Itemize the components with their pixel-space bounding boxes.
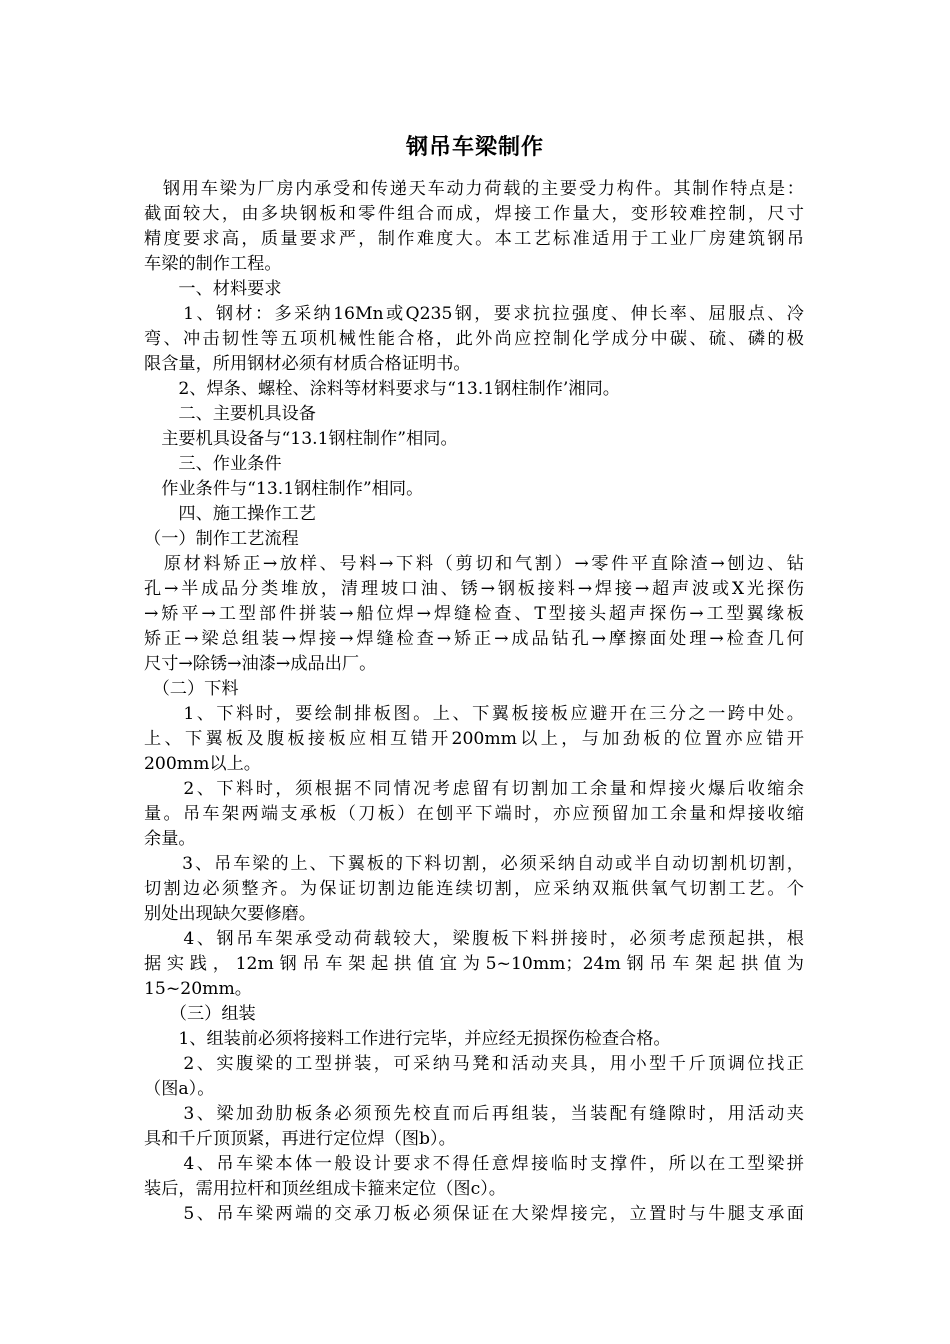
paragraph-line: 别处出现缺欠要修磨。 bbox=[144, 904, 316, 924]
paragraph-line: 弯、冲击韧性等五项机械性能合格，此外尚应控制化学成分中碳、硫、磷的极 bbox=[144, 329, 804, 349]
paragraph-line: 4、吊车梁本体一般设计要求不得任意焊接临时支撑件，所以在工型梁拼 bbox=[144, 1154, 804, 1174]
paragraph-line: 量。吊车架两端支承板（刀板）在刨平下端时，亦应预留加工余量和焊接收缩 bbox=[144, 804, 804, 824]
paragraph-line: 精度要求高，质量要求严，制作难度大。本工艺标准适用于工业厂房建筑钢吊 bbox=[144, 229, 804, 249]
paragraph-line: 主要机具设备与“13.1钢柱制作”相同。 bbox=[144, 429, 458, 449]
paragraph-line: 钢用车梁为厂房内承受和传递天车动力荷载的主要受力构件。其制作特点是： bbox=[144, 179, 804, 199]
paragraph-line: 上、下翼板及腹板接板应相互错开200mm以上，与加劲板的位置亦应错开 bbox=[144, 729, 804, 749]
section-heading: 四、施工操作工艺 bbox=[144, 504, 316, 524]
paragraph-line: （图a）。 bbox=[144, 1079, 215, 1099]
paragraph-line: 车梁的制作工程。 bbox=[144, 254, 282, 274]
paragraph-line: →矫平→工型部件拼装→船位焊→焊缝检查、T型接头超声探伤→工型翼缘板 bbox=[144, 604, 804, 624]
paragraph-line: 4、钢吊车架承受动荷载较大，梁腹板下料拼接时，必须考虑预起拱，根 bbox=[144, 929, 804, 949]
paragraph-line: 3、吊车梁的上、下翼板的下料切割，必须采纳自动或半自动切割机切割， bbox=[144, 854, 804, 874]
paragraph-line: 15~20mm。 bbox=[144, 979, 252, 999]
paragraph-line: 5、吊车梁两端的交承刀板必须保证在大梁焊接完，立置时与牛腿支承面 bbox=[144, 1204, 804, 1224]
paragraph-line: 1、下料时，要绘制排板图。上、下翼板接板应避开在三分之一跨中处。 bbox=[144, 704, 804, 724]
paragraph-line: 限含量，所用钢材必须有材质合格证明书。 bbox=[144, 354, 471, 374]
paragraph-line: 矫正→梁总组装→焊接→焊缝检查→矫正→成品钻孔→摩擦面处理→检查几何 bbox=[144, 629, 804, 649]
subsection-heading: （三）组装 bbox=[144, 1004, 256, 1024]
paragraph-line: 装后，需用拉杆和顶丝组成卡箍来定位（图c）。 bbox=[144, 1179, 506, 1199]
paragraph-line: 2、下料时，须根据不同情况考虑留有切割加工余量和焊接火爆后收缩余 bbox=[144, 779, 804, 799]
section-heading: 三、作业条件 bbox=[144, 454, 282, 474]
paragraph-line: 原材料矫正→放样、号料→下料（剪切和气割）→零件平直除渣→刨边、钻 bbox=[144, 554, 804, 574]
paragraph-line: 2、焊条、螺栓、涂料等材料要求与“13.1钢柱制作’湘同。 bbox=[144, 379, 620, 399]
paragraph-line: 3、梁加劲肋板条必须预先校直而后再组装，当装配有缝隙时，用活动夹 bbox=[144, 1104, 804, 1124]
paragraph-line: 据实践，12m钢吊车架起拱值宜为5~10mm；24m钢吊车架起拱值为 bbox=[144, 954, 804, 974]
subsection-heading: （二）下料 bbox=[144, 679, 239, 699]
paragraph-line: 切割边必须整齐。为保证切割边能连续切割，应采纳双瓶供氧气切割工艺。个 bbox=[144, 879, 804, 899]
section-heading: 二、主要机具设备 bbox=[144, 404, 316, 424]
paragraph-line: 作业条件与“13.1钢柱制作”相同。 bbox=[144, 479, 424, 499]
paragraph-line: 具和千斤顶顶紧，再进行定位焊（图b）。 bbox=[144, 1129, 456, 1149]
subsection-heading: （一）制作工艺流程 bbox=[144, 529, 299, 549]
section-heading: 一、材料要求 bbox=[144, 279, 282, 299]
paragraph-line: 1、组装前必须将接料工作进行完毕，并应经无损探伤检查合格。 bbox=[144, 1029, 671, 1049]
paragraph-line: 孔→半成品分类堆放，清理坡口油、锈→钢板接料→焊接→超声波或X光探伤 bbox=[144, 579, 804, 599]
paragraph-line: 200mm以上。 bbox=[144, 754, 261, 774]
paragraph-line: 截面较大，由多块钢板和零件组合而成，焊接工作量大，变形较难控制，尺寸 bbox=[144, 204, 804, 224]
paragraph-line: 尺寸→除锈→油漆→成品出厂。 bbox=[144, 654, 377, 674]
paragraph-line: 2、实腹梁的工型拼装，可采纳马凳和活动夹具，用小型千斤顶调位找正 bbox=[144, 1054, 804, 1074]
paragraph-line: 余量。 bbox=[144, 829, 196, 849]
paragraph-line: 1、钢材：多采纳16Mn或Q235钢，要求抗拉强度、伸长率、屈服点、冷 bbox=[144, 304, 804, 324]
document-title: 钢吊车梁制作 bbox=[405, 135, 544, 160]
